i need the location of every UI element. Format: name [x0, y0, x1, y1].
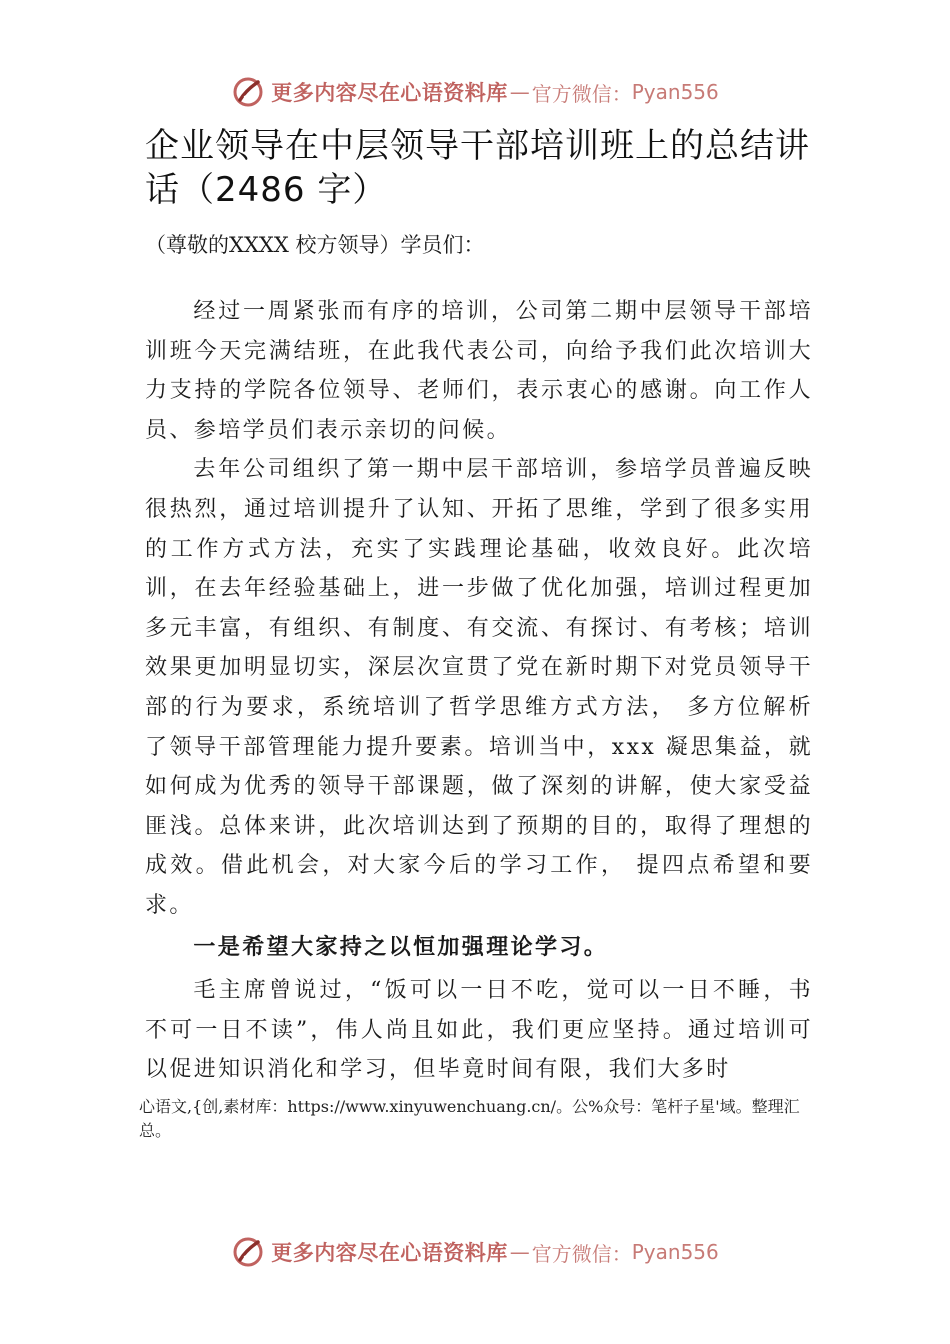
- banner-separator: —: [509, 80, 530, 104]
- section-heading-1: 一是希望大家持之以恒加强理论学习。: [193, 934, 609, 960]
- banner-text: 更多内容尽在心语资料库: [271, 80, 508, 105]
- brush-circle-logo-icon: [231, 75, 265, 109]
- bottom-banner: [0, 1232, 950, 1272]
- banner-wechat-id: Pyan556: [631, 80, 719, 104]
- paragraph-3: 毛主席曾说过，“饭可以一日不吃，觉可以一日不睡，书不可一日不读”，伟人尚且如此，我们更应坚持。通过培训可以促进知识消化和学习，但毕竟时间有限，我们大多时: [145, 978, 813, 1083]
- banner-wechat-id: Pyan556: [631, 1240, 719, 1264]
- body-text: [145, 292, 813, 1090]
- top-banner: [0, 72, 950, 112]
- banner-text: 更多内容尽在心语资料库: [271, 1240, 508, 1265]
- banner-separator: —: [509, 1240, 530, 1264]
- banner-label: 官方微信：: [531, 81, 632, 106]
- salutation: （尊敬的XXXX 校方领导）学员们：: [145, 233, 485, 257]
- banner-label: 官方微信：: [531, 1241, 632, 1266]
- brush-circle-logo-icon: [231, 1235, 265, 1269]
- document-title: 企业领导在中层领导干部培训班上的总结讲话（2486 字）: [145, 126, 810, 210]
- footer-note: 心语文,{创,素材库：https://www.xinyuwenchuang.cn/。公%众号：笔杆子星'域。整理汇总。: [139, 1097, 800, 1140]
- paragraph-2: 去年公司组织了第一期中层干部培训，参培学员普遍反映很热烈，通过培训提升了认知、开拓了思维，学到了很多实用的工作方式方法，充实了实践理论基础，收效良好。此次培训，在去年经验基础上，进一步做了优化加强，培训过程更加多元丰富，有组织、有制度、有交流、有探讨、有考核；培训效果更加明显切实，深层次宣贯了党在新时期下对党员领导干部的行为要求，系统培训了哲学思维方式方法， 多方位解析了领导干部管理能力提升要素。培训当中，xxx 凝思集益，就如何成为优秀的领导干部课题，做了深刻的讲解，使大家受益匪浅。总体来讲，此次培训达到了预期的目的，取得了理想的成效。借此机会，对大家今后的学习工作， 提四点希望和要求。: [145, 457, 813, 918]
- paragraph-1: 经过一周紧张而有序的培训，公司第二期中层领导干部培训班今天完满结班，在此我代表公司，向给予我们此次培训大力支持的学院各位领导、老师们，表示衷心的感谢。向工作人员、参培学员们表示亲切的问候。: [145, 299, 813, 443]
